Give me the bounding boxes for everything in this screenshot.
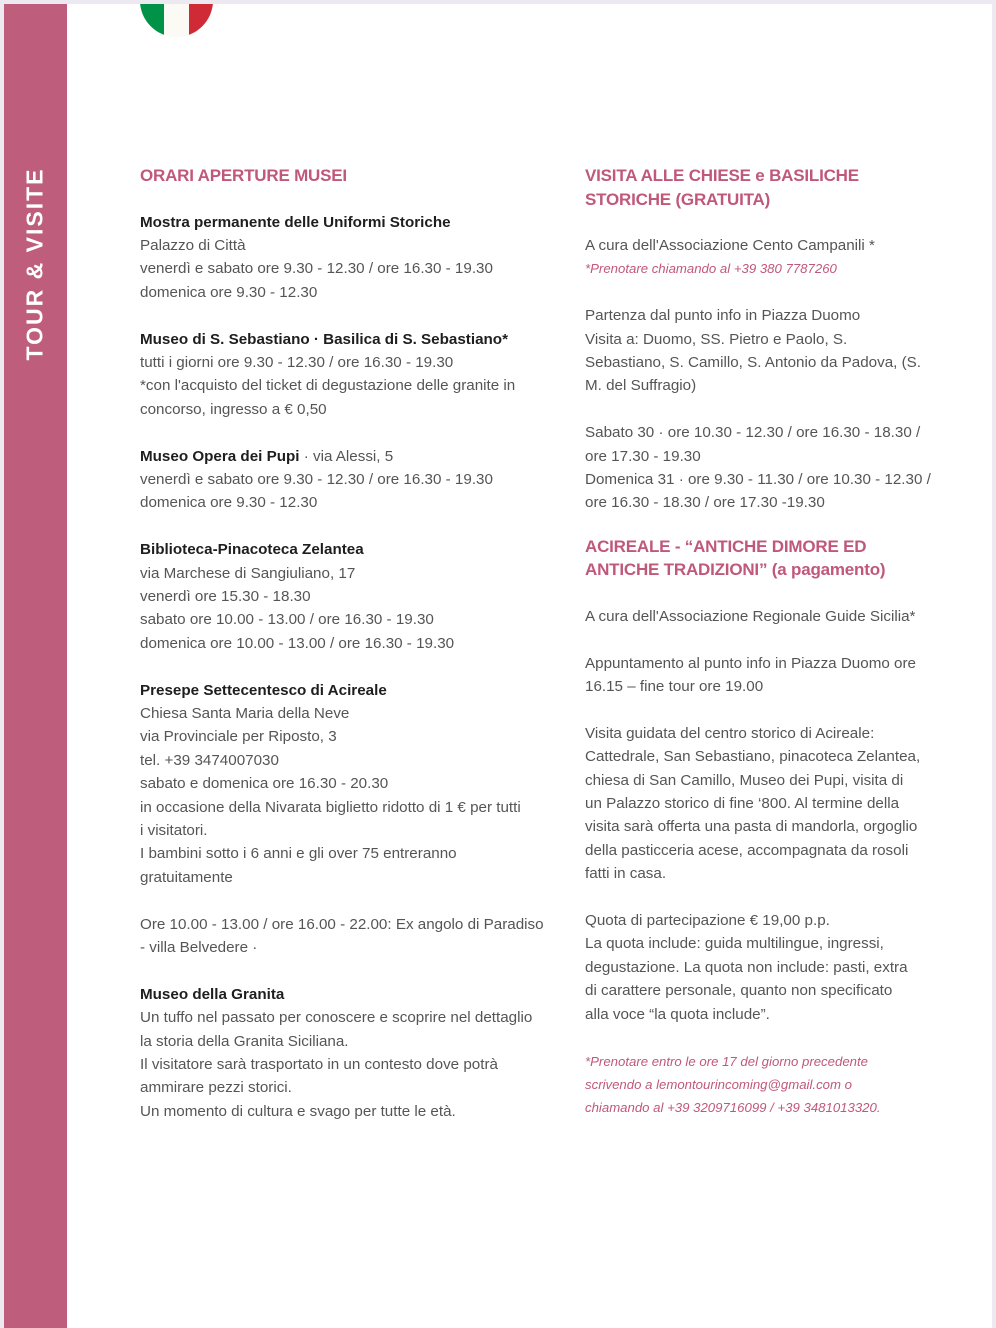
churches-booking-note: *Prenotare chiamando al +39 380 7787260 (585, 261, 837, 277)
presepe-line: Chiesa Santa Maria della Neve (140, 704, 350, 722)
zelantea-line: via Marchese di Sangiuliano, 17 (140, 564, 356, 582)
booking-email[interactable]: scrivendo a lemontourincoming@gmail.com o (585, 1076, 852, 1092)
pupi-line: domenica ore 9.30 - 12.30 (140, 494, 318, 512)
granita-line: Il visitatore sarà trasportato in un contesto dove potrà (140, 1056, 498, 1074)
route-line: M. del Suffragio) (585, 377, 697, 395)
uniformi-line: venerdì e sabato ore 9.30 - 12.30 / ore 16.30 - 19.30 (140, 260, 493, 278)
sebastiano-title: Museo di S. Sebastiano · Basilica di S. Sebastiano* (140, 330, 508, 348)
description-line: chiesa di San Camillo, Museo dei Pupi, visita di (585, 771, 904, 789)
granita-line: Un tuffo nel passato per conoscere e scoprire nel dettaglio (140, 1009, 533, 1027)
price-line: degustazione. La quota non include: pasti, extra (585, 958, 908, 976)
presepe-line: in occasione della Nivarata biglietto ridotto di 1 € per tutti (140, 798, 521, 816)
schedule-line: Domenica 31 · ore 9.30 - 11.30 / ore 10.30 - 12.30 / (585, 471, 931, 489)
sebastiano-block (140, 328, 560, 422)
presepe-phone: tel. +39 3474007030 (140, 751, 279, 769)
churches-organizer: A cura dell'Associazione Cento Campanili * (585, 237, 875, 254)
paradiso-block (140, 913, 560, 960)
uniformi-block (140, 211, 560, 305)
price-line: alla voce “la quota include”. (585, 1005, 770, 1023)
dimore-meeting (585, 652, 945, 699)
granita-title: Museo della Granita (140, 985, 285, 1003)
pupi-line: venerdì e sabato ore 9.30 - 12.30 / ore 16.30 - 19.30 (140, 470, 493, 488)
flag-red-stripe (189, 4, 213, 37)
sebastiano-line: concorso, ingresso a € 0,50 (140, 400, 327, 418)
paradiso-line: - villa Belvedere · (140, 939, 258, 957)
sidebar-label: TOUR & VISITE (21, 167, 48, 361)
description-line: della pasticceria acese, accompagnata da rosoli (585, 841, 909, 859)
meeting-line: Appuntamento al punto info in Piazza Duomo ore (585, 654, 916, 672)
churches-route (585, 304, 945, 398)
presepe-block (140, 679, 560, 890)
granita-line: ammirare pezzi storici. (140, 1079, 292, 1097)
pupi-title: Museo Opera dei Pupi (140, 447, 300, 465)
pupi-address: · via Alessi, 5 (299, 447, 394, 465)
dimore-organizer: A cura dell'Associazione Regionale Guide Sicilia* (585, 607, 916, 625)
description-line: Visita guidata del centro storico di Acireale: (585, 724, 875, 742)
sebastiano-line: *con l'acquisto del ticket di degustazione delle granite in (140, 377, 516, 395)
description-line: Cattedrale, San Sebastiano, pinacoteca Zelantea, (585, 748, 921, 766)
route-line: Sebastiano, S. Camillo, S. Antonio da Padova, (S. (585, 354, 922, 372)
zelantea-block (140, 538, 560, 655)
presepe-line: i visitatori. (140, 822, 208, 839)
meeting-line: 16.15 – fine tour ore 19.00 (585, 678, 764, 696)
uniformi-line: Palazzo di Città (140, 236, 246, 254)
flag-green-stripe (140, 4, 164, 37)
sebastiano-line: tutti i giorni ore 9.30 - 12.30 / ore 16.30 - 19.30 (140, 353, 454, 371)
granita-line: Un momento di cultura e svago per tutte le età. (140, 1102, 456, 1120)
paradiso-line: Ore 10.00 - 13.00 / ore 16.00 - 22.00: Ex angolo di Paradiso (140, 915, 544, 933)
tours-column (585, 164, 945, 1120)
museum-hours-heading: ORARI APERTURE MUSEI (140, 166, 347, 185)
museum-hours-column (140, 164, 560, 1123)
dimore-price (585, 909, 945, 1026)
brochure-page (4, 4, 992, 1328)
dimore-heading-line: ANTICHE TRADIZIONI” (a pagamento) (585, 560, 886, 580)
booking-phones: chiamando al +39 3209716099 / +39 3481013320. (585, 1100, 881, 1116)
price-line: La quota include: guida multilingue, ingressi, (585, 935, 884, 953)
churches-heading (585, 164, 945, 211)
zelantea-line: domenica ore 10.00 - 13.00 / ore 16.30 - 19.30 (140, 634, 455, 652)
presepe-line: sabato e domenica ore 16.30 - 20.30 (140, 775, 389, 793)
presepe-line: I bambini sotto i 6 anni e gli over 75 entreranno (140, 845, 457, 863)
dimore-heading (585, 535, 945, 582)
zelantea-title: Biblioteca-Pinacoteca Zelantea (140, 541, 364, 559)
granita-line: la storia della Granita Siciliana. (140, 1032, 349, 1050)
italy-flag-icon (140, 4, 213, 37)
churches-heading-line: STORICHE (GRATUITA) (585, 189, 771, 209)
dimore-heading-line: ACIREALE - “ANTICHE DIMORE ED (585, 536, 867, 556)
zelantea-line: venerdì ore 15.30 - 18.30 (140, 587, 311, 605)
price-line: Quota di partecipazione € 19,00 p.p. (585, 912, 830, 930)
dimore-description (585, 722, 945, 886)
description-line: un Palazzo storico di fine ‘800. Al termine della (585, 795, 900, 813)
presepe-line: gratuitamente (140, 868, 233, 886)
granita-block (140, 983, 560, 1123)
price-line: di carattere personale, quanto non specificato (585, 982, 893, 1000)
schedule-line: ore 17.30 - 19.30 (585, 447, 701, 465)
flag-white-stripe (164, 4, 188, 37)
pupi-block (140, 445, 560, 515)
sidebar-band (4, 4, 67, 1328)
zelantea-line: sabato ore 10.00 - 13.00 / ore 16.30 - 19.30 (140, 611, 434, 629)
route-line: Visita a: Duomo, SS. Pietro e Paolo, S. (585, 330, 848, 348)
churches-heading-line: VISITA ALLE CHIESE e BASILICHE (585, 166, 859, 185)
description-line: visita sarà offerta una pasta di mandorla, orgoglio (585, 818, 918, 836)
dimore-booking-note (585, 1050, 945, 1120)
description-line: fatti in casa. (585, 865, 667, 883)
churches-schedule (585, 421, 945, 515)
schedule-line: ore 16.30 - 18.30 / ore 17.30 -19.30 (585, 494, 825, 512)
uniformi-title: Mostra permanente delle Uniformi Storiche (140, 213, 451, 231)
presepe-line: via Provinciale per Riposto, 3 (140, 728, 337, 746)
booking-note-line: *Prenotare entro le ore 17 del giorno precedente (585, 1053, 868, 1069)
uniformi-line: domenica ore 9.30 - 12.30 (140, 283, 318, 301)
presepe-title: Presepe Settecentesco di Acireale (140, 681, 387, 699)
route-line: Partenza dal punto info in Piazza Duomo (585, 307, 861, 325)
schedule-line: Sabato 30 · ore 10.30 - 12.30 / ore 16.30 - 18.30 / (585, 424, 921, 442)
